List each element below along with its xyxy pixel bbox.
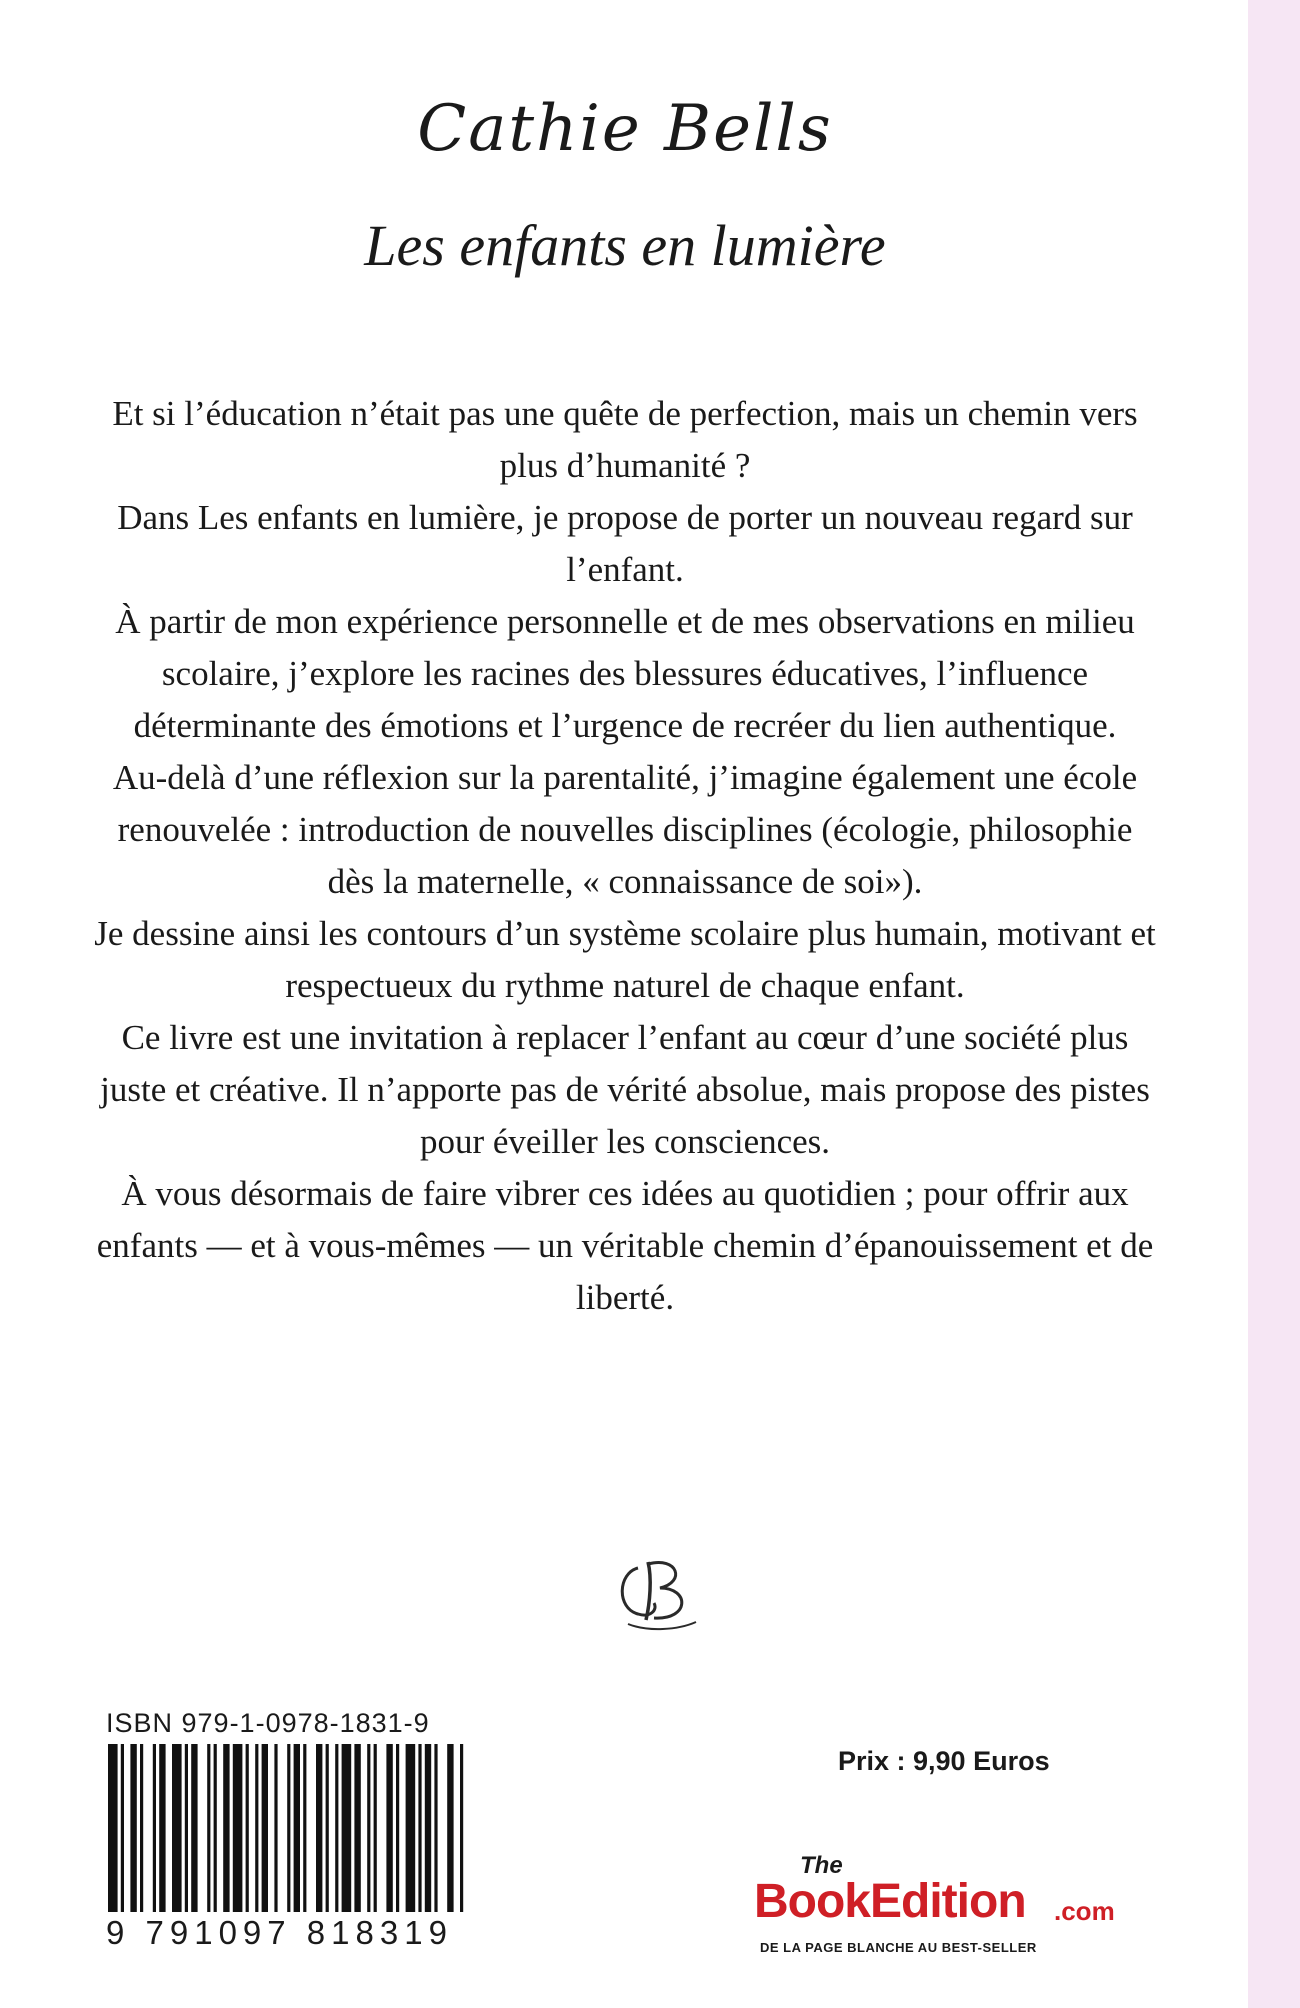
barcode-bar: [374, 1744, 377, 1912]
barcode-bar: [335, 1744, 338, 1912]
cb-monogram-icon: [608, 1548, 708, 1638]
barcode-bar: [159, 1744, 165, 1912]
barcode-bar: [406, 1744, 416, 1912]
book-title: Les enfants en lumière: [364, 213, 886, 278]
publisher-domain: .com: [1054, 1896, 1115, 1926]
blurb-paragraph: À partir de mon expérience personnelle et de mes observations en milieu scolaire, j’explore les racines des blessures éducatives, l’influence déterminante des émotions et l’urgence de recréer du lien authentique.: [115, 602, 1135, 745]
blurb-paragraph: Et si l’éducation n’était pas une quête de perfection, mais un chemin vers plus d’humanité ?: [112, 394, 1138, 485]
barcode-bar: [233, 1744, 243, 1912]
barcode-bar: [255, 1744, 258, 1912]
spine-strip: [1248, 0, 1300, 2008]
barcode-bar: [367, 1744, 370, 1912]
publisher-tagline: DE LA PAGE BLANCHE AU BEST-SELLER: [760, 1940, 1037, 1955]
barcode-bar: [418, 1744, 421, 1912]
barcode-bar: [342, 1744, 352, 1912]
isbn-label: ISBN 979-1-0978-1831-9: [106, 1708, 430, 1738]
barcode-bar: [354, 1744, 360, 1912]
barcode-bar: [246, 1744, 249, 1912]
author-name: Cathie Bells: [417, 92, 833, 166]
publisher-name: BookEdition: [754, 1875, 1026, 1928]
barcode-bar: [316, 1744, 322, 1912]
barcode-bar: [121, 1744, 124, 1912]
barcode-bar: [140, 1744, 143, 1912]
barcode-bar: [207, 1744, 210, 1912]
blurb-paragraph: À vous désormais de faire vibrer ces idées au quotidien ; pour offrir aux enfants — et à vous-mêmes — un véritable chemin d’épanouissement et de liberté.: [96, 1174, 1154, 1317]
publisher-logo: [754, 1852, 1134, 1962]
barcode-bar: [447, 1744, 453, 1912]
barcode-bar: [130, 1744, 136, 1912]
blurb-paragraph: Je dessine ainsi les contours d’un système scolaire plus humain, motivant et respectueux du rythme naturel de chaque enfant.: [94, 914, 1156, 1005]
barcode-bar: [262, 1744, 268, 1912]
barcode-bars: [106, 1744, 471, 1914]
barcode-bar: [153, 1744, 156, 1912]
barcode-bar: [396, 1744, 399, 1912]
barcode-bar: [294, 1744, 300, 1912]
barcode-bar: [460, 1744, 463, 1912]
barcode-bar: [434, 1744, 437, 1912]
blurb-paragraph: Au-delà d’une réflexion sur la parentalité, j’imagine également une école renouvelée : introduction de nouvelles disciplines (écologie, philosophie dès la maternelle, « connaissance de soi»).: [112, 758, 1138, 901]
barcode-bar: [274, 1744, 277, 1912]
blurb-paragraph: Ce livre est une invitation à replacer l’enfant au cœur d’une société plus juste et créative. Il n’apporte pas de vérité absolue, mais propose des pistes pour éveiller les consciences.: [100, 1018, 1150, 1161]
barcode-bar: [287, 1744, 290, 1912]
price-label: Prix : 9,90 Euros: [838, 1746, 1050, 1776]
barcode-bar: [303, 1744, 306, 1912]
barcode-bar: [326, 1744, 329, 1912]
barcode-bar: [425, 1744, 431, 1912]
barcode-bar: [185, 1744, 188, 1912]
barcode-bar: [223, 1744, 229, 1912]
barcode-bar: [214, 1744, 217, 1912]
barcode-bar: [191, 1744, 197, 1912]
barcode-bar: [386, 1744, 392, 1912]
publisher-the: The: [800, 1852, 843, 1879]
barcode-digits: 9 791097 818319: [106, 1914, 453, 1951]
blurb-paragraph: Dans Les enfants en lumière, je propose de porter un nouveau regard sur l’enfant.: [117, 498, 1133, 589]
barcode-bar: [108, 1744, 118, 1912]
back-cover-blurb: [90, 388, 1160, 1324]
isbn-barcode: [106, 1708, 471, 1958]
barcode-bar: [172, 1744, 182, 1912]
